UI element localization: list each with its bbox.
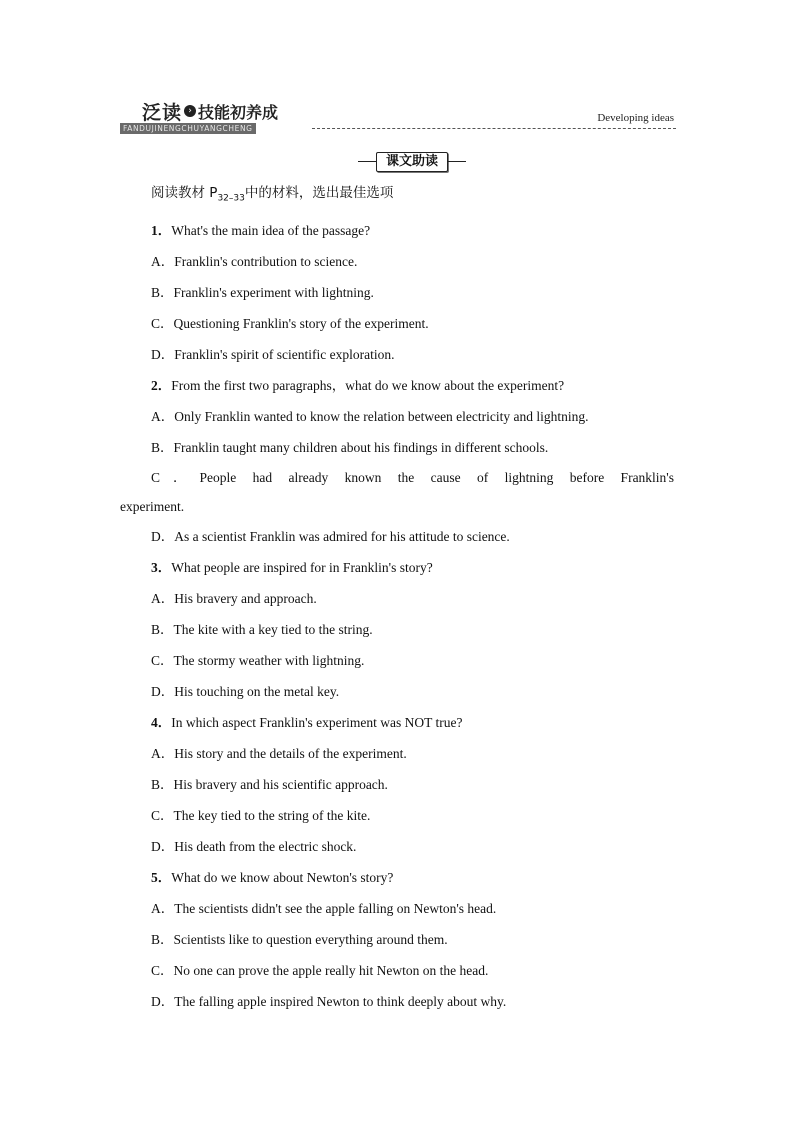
option: D．As a scientist Franklin was admired for his attitude to science. xyxy=(151,528,510,544)
instruction-pages: 32–33 xyxy=(217,193,245,204)
brand-pinyin: FANDUJINENGCHUYANGCHENG xyxy=(120,123,256,134)
question-number: 3． xyxy=(151,559,172,575)
question-text: From the first two paragraphs，what do we know about the experiment? xyxy=(171,377,565,393)
question-number: 1． xyxy=(151,222,172,238)
option: B．Scientists like to question everything around them. xyxy=(151,931,448,947)
option: D．Franklin's spirit of scientific exploration. xyxy=(151,346,395,362)
section-title: 课文助读 xyxy=(376,152,448,172)
question-number: 2． xyxy=(151,377,172,393)
option: C．People had already known the cause of lightning before Franklin's xyxy=(151,469,674,485)
question-number: 5． xyxy=(151,869,172,885)
question-text: What people are inspired for in Franklin's story? xyxy=(171,559,433,575)
instruction xyxy=(120,178,674,215)
option: B．His bravery and his scientific approach. xyxy=(151,776,388,792)
option: A．Only Franklin wanted to know the relation between electricity and lightning. xyxy=(151,408,589,424)
option: D．The falling apple inspired Newton to think deeply about why. xyxy=(151,993,507,1009)
instruction-prefix: 阅读教材 P xyxy=(151,185,218,201)
question-stem xyxy=(120,862,674,893)
option: A．His story and the details of the experiment. xyxy=(151,745,407,761)
header-right-label: Developing ideas xyxy=(597,112,674,124)
section-title-box xyxy=(358,152,466,172)
title-rule-right xyxy=(448,161,466,162)
option: C．No one can prove the apple really hit Newton on the head. xyxy=(151,962,489,978)
question-text: What's the main idea of the passage? xyxy=(171,222,371,238)
option: D．His touching on the metal key. xyxy=(151,683,340,699)
option: A．His bravery and approach. xyxy=(151,590,317,606)
option-continuation: experiment. xyxy=(120,498,185,514)
option: C．The stormy weather with lightning. xyxy=(151,652,365,668)
arrow-right-icon: › xyxy=(184,105,196,117)
page-header xyxy=(120,100,676,134)
question-stem xyxy=(120,215,674,246)
option: A．Franklin's contribution to science. xyxy=(151,253,358,269)
option: C．The key tied to the string of the kite. xyxy=(151,807,371,823)
question-stem xyxy=(120,707,674,738)
title-rule-left xyxy=(358,161,376,162)
option: C．Questioning Franklin's story of the experiment. xyxy=(151,315,429,331)
question-text: In which aspect Franklin's experiment was NOT true? xyxy=(171,714,463,730)
option: B．The kite with a key tied to the string. xyxy=(151,621,373,637)
header-divider xyxy=(312,128,676,129)
section-brand xyxy=(142,100,278,122)
option: D．His death from the electric shock. xyxy=(151,838,357,854)
question-stem xyxy=(120,370,674,401)
question-text: What do we know about Newton's story? xyxy=(171,869,394,885)
brand-subtitle: 技能初养成 xyxy=(198,102,279,122)
question-number: 4． xyxy=(151,714,172,730)
option: B．Franklin's experiment with lightning. xyxy=(151,284,374,300)
instruction-suffix: 中的材料，选出最佳选项 xyxy=(244,185,394,201)
question-stem xyxy=(120,552,674,583)
option: A．The scientists didn't see the apple falling on Newton's head. xyxy=(151,900,497,916)
question-list xyxy=(120,178,674,1017)
option: B．Franklin taught many children about his findings in different schools. xyxy=(151,439,549,455)
brand-title: 泛读 xyxy=(142,101,183,124)
